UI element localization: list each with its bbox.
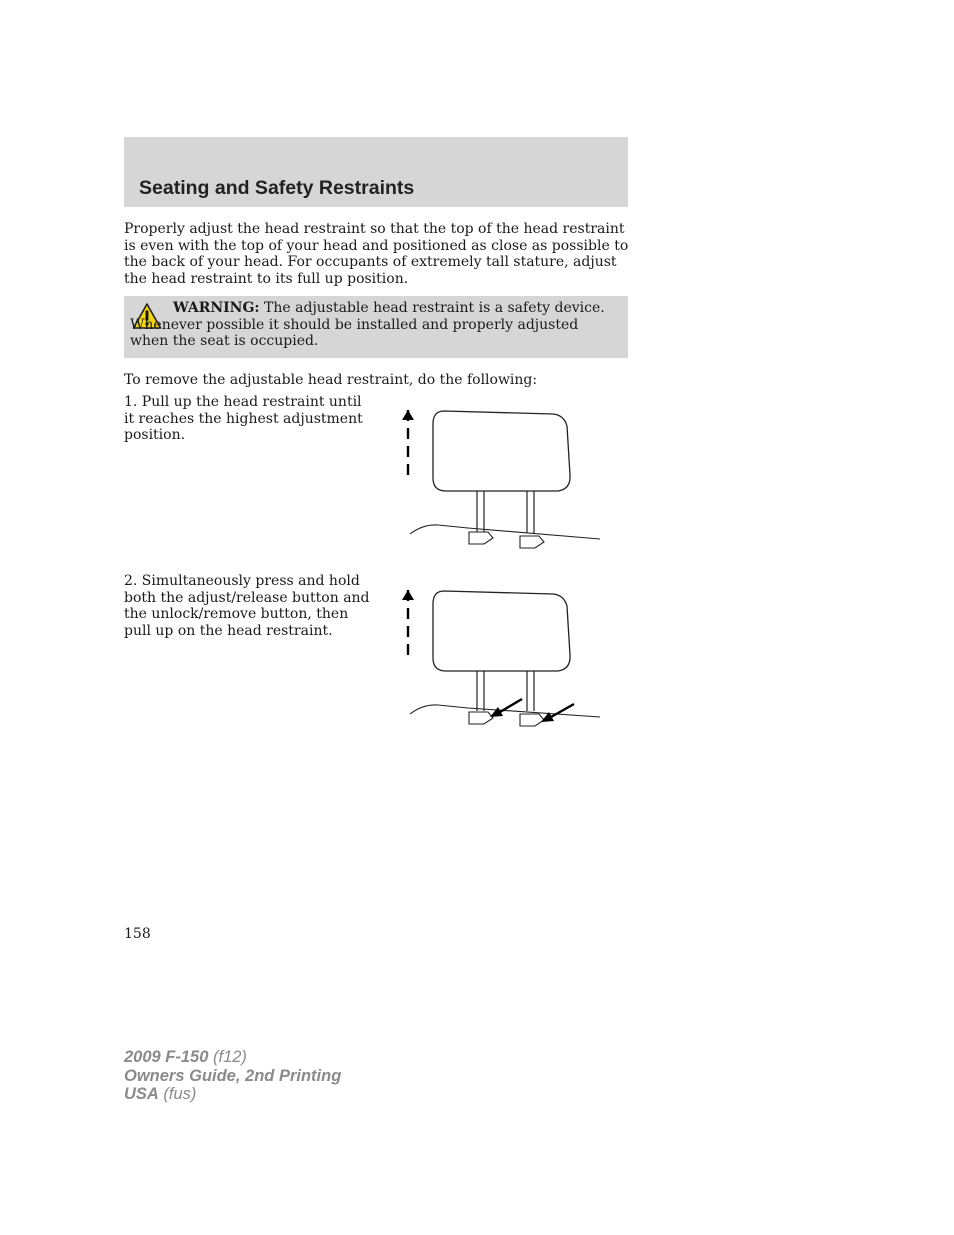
warning-label: WARNING:: [173, 300, 260, 316]
footer-region-code: (fus): [158, 1085, 197, 1103]
remove-intro: To remove the adjustable head restraint, do the following:: [124, 372, 538, 388]
footer-model-code: (f12): [208, 1048, 247, 1066]
section-title: Seating and Safety Restraints: [139, 177, 415, 199]
step-1-text: 1. Pull up the head restraint until it reaches the highest adjustment position.: [124, 394, 363, 443]
footer-edition: Owners Guide, 2nd Printing: [124, 1066, 342, 1085]
footer-publication-info: [124, 1048, 341, 1104]
intro-paragraph: Properly adjust the head restraint so that the top of the head restraint is even with the top of your head and positioned as close as possible to the back of your head. For occupants of extremely tall stature, adjust the head restraint to its full up position.: [124, 221, 629, 287]
warning-box: [124, 296, 628, 358]
page-number: 158: [124, 926, 151, 942]
footer-region: USA: [124, 1085, 159, 1103]
head-restraint-illustration-release: [398, 585, 604, 731]
section-header: [124, 137, 628, 207]
footer-model: 2009 F-150: [124, 1048, 209, 1066]
step-2-text: 2. Simultaneously press and hold both the adjust/release button and the unlock/remove button, then pull up on the head restraint.: [124, 573, 370, 639]
head-restraint-illustration-raise: [398, 405, 604, 551]
warning-body: The adjustable head restraint is a safety device. Whenever possible it should be installed and properly adjusted when the seat is occupied.: [130, 300, 605, 349]
warning-text: [130, 300, 616, 350]
